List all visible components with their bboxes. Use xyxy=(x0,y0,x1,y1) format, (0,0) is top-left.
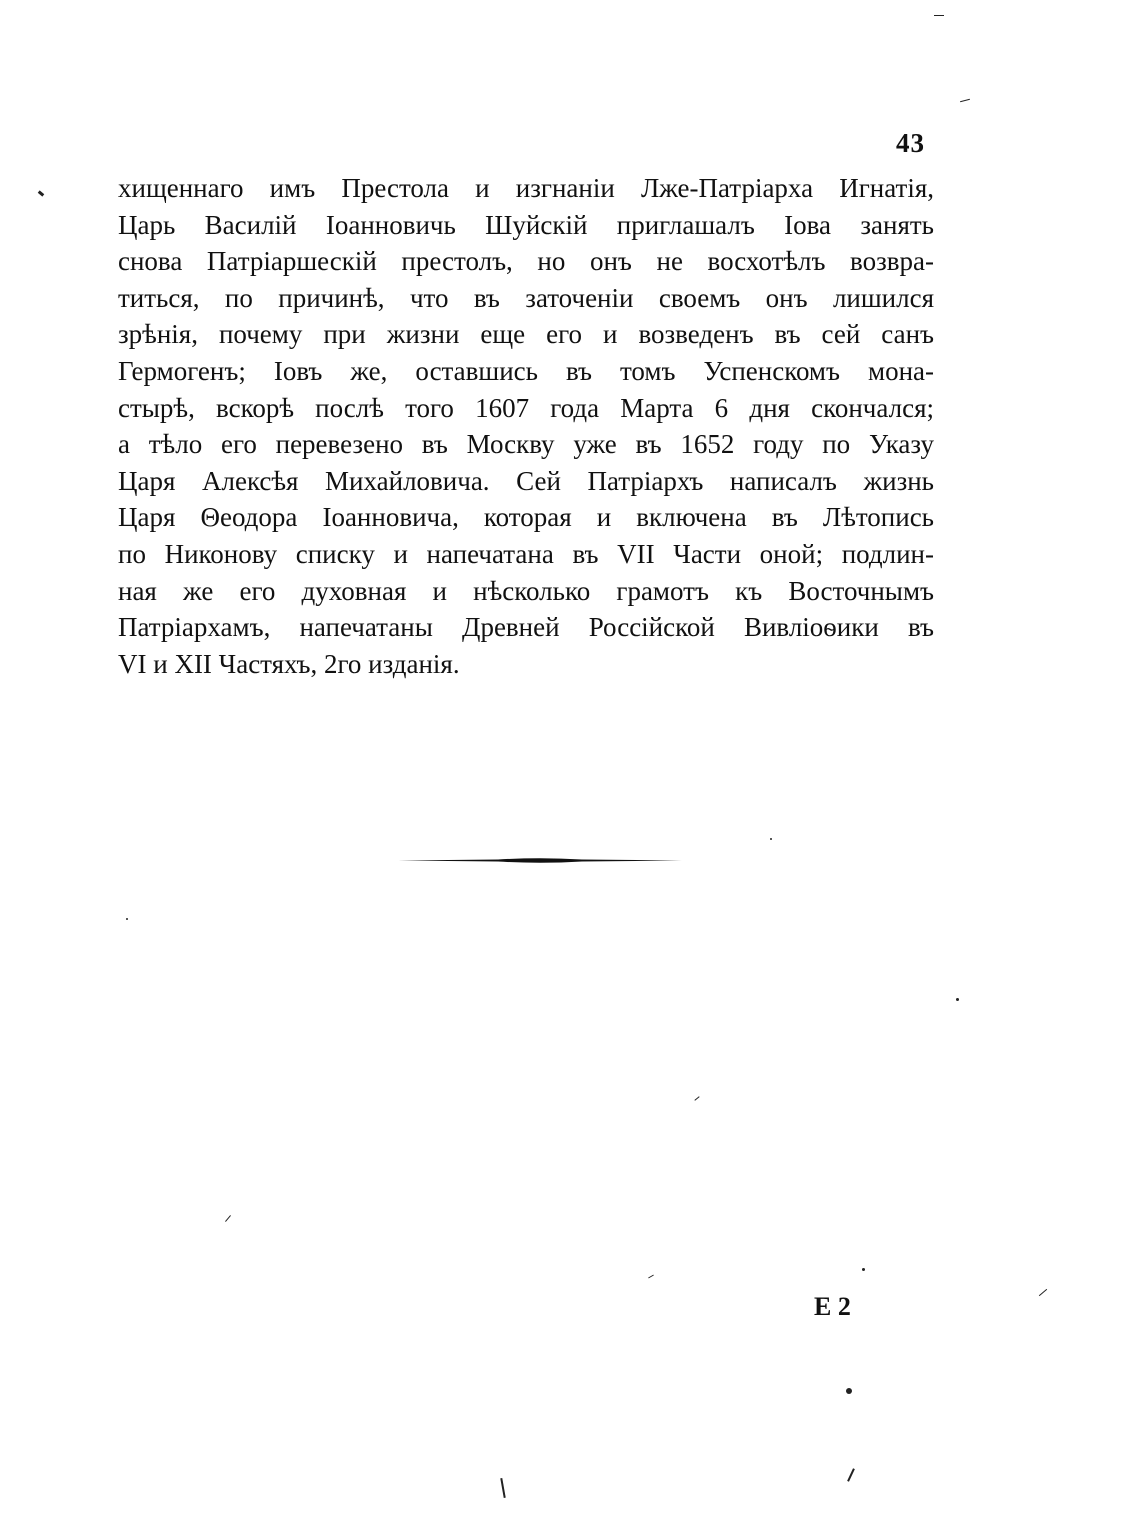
text-line: Царь Василій Іоанновичь Шуйскій приглашалъ Іова занять xyxy=(118,209,934,240)
ink-speck xyxy=(500,1478,505,1498)
text-line: снова Патріаршескій престолъ, но онъ не восхотѣлъ возвра- xyxy=(118,246,934,277)
ink-speck xyxy=(862,1268,865,1271)
text-line: зрѣнія, почему при жизни еще его и возведенъ въ сей санъ xyxy=(118,319,934,350)
ink-speck xyxy=(38,190,45,196)
text-line: ная же его духовная и нѣсколько грамотъ къ Восточнымъ xyxy=(118,575,934,606)
text-line: по Никонову списку и напечатана въ VII Части оной; подлин- xyxy=(118,538,934,569)
text-line: VI и XII Частяхъ, 2го изданія. xyxy=(118,648,460,679)
ink-speck xyxy=(694,1096,699,1101)
ink-speck xyxy=(770,838,772,840)
ink-speck xyxy=(934,15,944,16)
ink-speck xyxy=(846,1388,852,1394)
body-text xyxy=(118,170,934,682)
ink-speck xyxy=(956,998,959,1001)
ink-speck xyxy=(225,1215,231,1222)
text-line: хищеннаго имъ Престола и изгнаніи Лже-Патріарха Игнатія, xyxy=(118,173,934,203)
ink-speck xyxy=(126,918,128,920)
text-line: Патріархамъ, напечатаны Древней Россійской Вивліоѳики въ xyxy=(118,612,934,643)
signature-mark: E 2 xyxy=(814,1292,851,1321)
text-line: а тѣло его перевезено въ Москву уже въ 1652 году по Указу xyxy=(118,429,934,460)
text-line: Царя Θеодора Іоанновича, которая и включена въ Лѣтопись xyxy=(118,502,934,533)
ink-speck xyxy=(1039,1289,1047,1296)
ink-speck xyxy=(847,1468,855,1482)
text-line: титься, по причинѣ, что въ заточеніи своемъ онъ лишился xyxy=(118,282,934,313)
text-line: стырѣ, вскорѣ послѣ того 1607 года Марта 6 дня скончался; xyxy=(118,392,934,423)
text-line: Гермогенъ; Іовъ же, оставшись въ томъ Успенскомъ мона- xyxy=(118,355,934,386)
page-number: 43 xyxy=(896,128,925,158)
section-divider-rule xyxy=(398,857,682,864)
ink-speck xyxy=(960,99,970,103)
text-line: Царя Алексѣя Михайловича. Сей Патріархъ написалъ жизнь xyxy=(118,465,934,496)
ink-speck xyxy=(648,1275,654,1279)
